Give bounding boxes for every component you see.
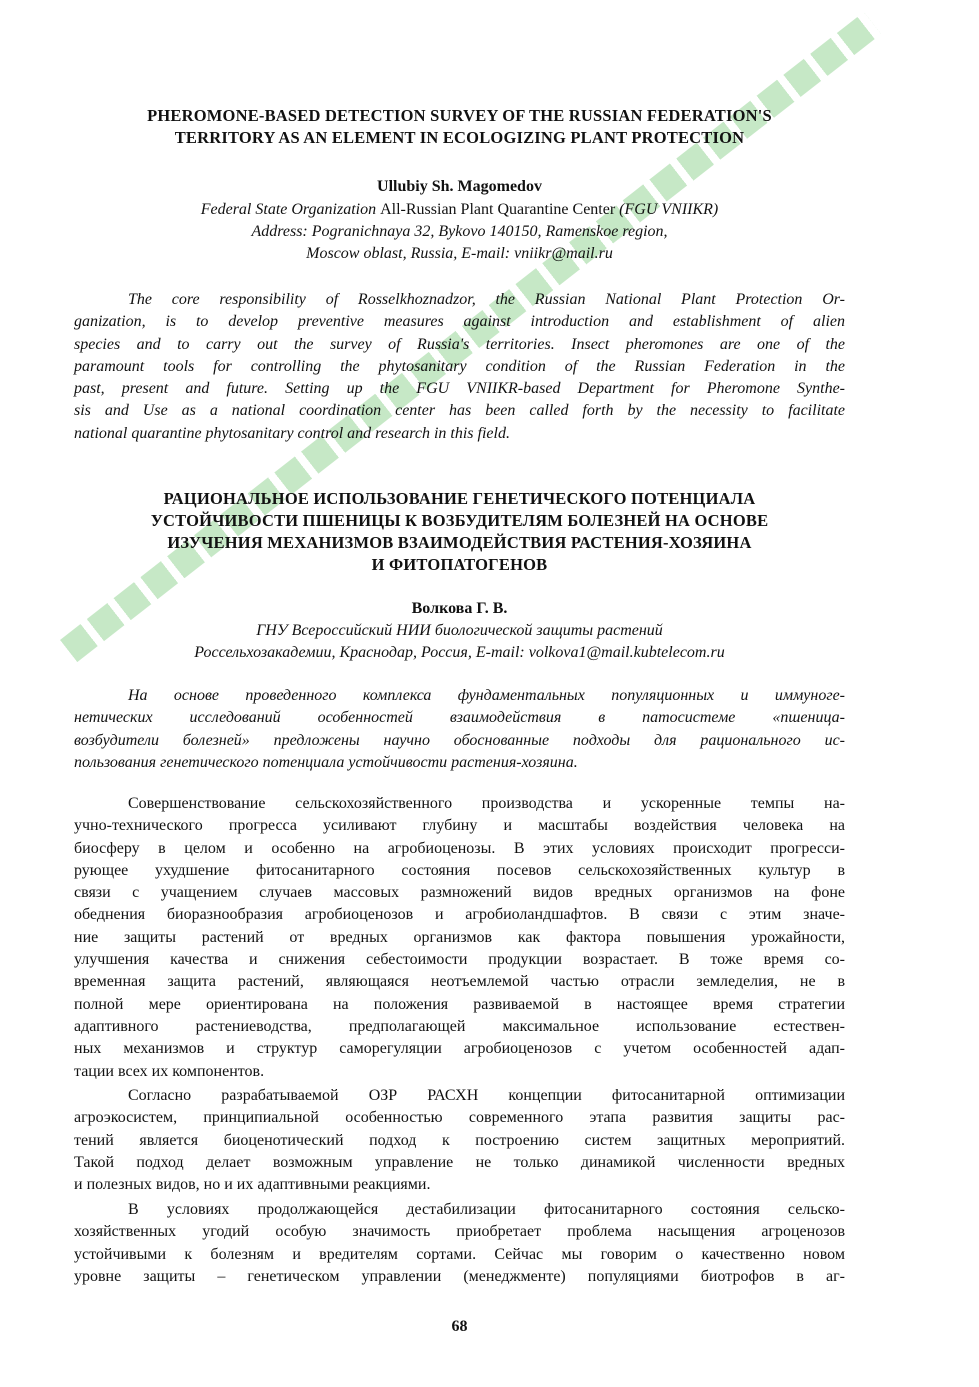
en-title-line: TERRITORY AS AN ELEMENT IN ECOLOGIZING PLANT PROTECTION xyxy=(174,128,745,147)
ru-affiliation-line: ГНУ Всероссийский НИИ биологической защиты растений xyxy=(256,622,663,639)
en-abstract-line: sis and Use as a national coordination center has been called forth by the necessity to facilitate xyxy=(74,402,845,420)
en-author: Ullubiy Sh. Magomedov xyxy=(377,178,542,195)
ru-abstract-line: возбудители болезней» предложены научно обоснованные подходы для рационального ис- xyxy=(74,731,845,749)
en-title xyxy=(74,105,845,149)
body-line: тений является биоценотический подход к построению систем защитных мероприятий. xyxy=(74,1131,845,1149)
body-line: рующее ухудшение фитосанитарного состояния посевов сельскохозяйственных культур в xyxy=(74,861,845,879)
body-line: тации всех их компонентов. xyxy=(74,1062,265,1080)
body-line: ных механизмов и структур саморегуляции агробиоценозов с учетом особенностей адап- xyxy=(74,1040,845,1058)
en-abstract-line: species and to carry out the survey of Russia's territories. Insect pheromones are one of the xyxy=(74,335,845,353)
en-abstract-line: ganization, is to develop preventive measures against introduction and establishment of alien xyxy=(74,313,845,331)
body-line: улучшения качества и снижения себестоимости продукции возрастает. В тоже время со- xyxy=(74,951,845,969)
en-abstract-line: The core responsibility of Rosselkhoznadzor, the Russian National Plant Protection Or- xyxy=(128,291,845,308)
body-line: учно-технического прогресса усиливают глубину и масштабы воздействия человека на xyxy=(74,817,845,835)
en-abstract-line: paramount tools for controlling the phytosanitary condition of the Russian Federation in the xyxy=(74,357,845,375)
en-aff-upright: All-Russian Plant Quarantine Center xyxy=(380,201,616,218)
body-line: биосферу в целом и особенно на агробиоценозы. В этих условиях происходит прогресси- xyxy=(74,839,845,857)
ru-title-line: И ФИТОПАТОГЕНОВ xyxy=(371,555,548,574)
body-line: ние защиты растений от вредных организмов как фактора повышения урожайности, xyxy=(74,928,845,946)
ru-body-paragraph xyxy=(74,1085,845,1196)
en-title-line: PHEROMONE-BASED DETECTION SURVEY OF THE RUSSIAN FEDERATION'S xyxy=(147,106,772,125)
body-line: связи с учащением случаев массовых размножений видов вредных организмов на фоне xyxy=(74,884,845,902)
ru-author: Волкова Г. В. xyxy=(411,600,508,617)
ru-affiliation-line: Россельхозакадемии, Краснодар, Россия, E-mail: volkova1@mail.kubtelecom.ru xyxy=(194,644,725,661)
body-line: обеднения биоразнообразия агробиоценозов и агробиоландшафтов. В связи с этим значе- xyxy=(74,906,845,924)
ru-body-paragraph xyxy=(74,793,845,1083)
en-abstract-line: past, present and future. Setting up the FGU VNIIKR-based Department for Pheromone Synthe- xyxy=(74,380,845,398)
body-line: адаптивного растениеводства, предполагающей максимальное использование естествен- xyxy=(74,1017,845,1035)
en-address-line: Address: Pogranichnaya 32, Bykovo 140150, Ramenskoe region, xyxy=(251,223,668,240)
ru-title xyxy=(74,488,845,576)
body-line: временная защита растений, являющаяся неотъемлемой частью отрасли земледелия, не в xyxy=(74,973,845,991)
body-line: Совершенствование сельскохозяйственного производства и ускоренные темпы на- xyxy=(128,795,845,812)
ru-abstract-line: На основе проведенного комплекса фундаментальных популяционных и иммуноге- xyxy=(128,687,845,704)
ru-abstract xyxy=(74,685,845,774)
body-line: и полезных видов, но и их адаптивными реакциями. xyxy=(74,1176,431,1194)
body-line: Такой подход делает возможным управление не только динамикой численности вредных xyxy=(74,1153,845,1171)
ru-abstract-line: пользования генетического потенциала устойчивости растения-хозяина. xyxy=(74,753,578,771)
body-line: В условиях продолжающейся дестабилизации фитосанитарного состояния сельско- xyxy=(128,1201,845,1218)
body-line: агроэкосистем, принципиальной особенностью современного этапа развития защиты рас- xyxy=(74,1109,845,1127)
body-line: устойчивыми к болезням и вредителям сортами. Сейчас мы говорим о качественно новом xyxy=(74,1245,845,1263)
ru-title-line: УСТОЙЧИВОСТИ ПШЕНИЦЫ К ВОЗБУДИТЕЛЯМ БОЛЕЗНЕЙ НА ОСНОВЕ xyxy=(150,511,769,530)
body-line: хозяйственных угодий особую значимость приобретает проблема насыщения агроценозов xyxy=(74,1223,845,1241)
en-aff-italic: Federal State Organization xyxy=(200,201,381,218)
en-aff-italic: (FGU VNIIKR) xyxy=(615,201,719,218)
body-line: Согласно разрабатываемой ОЗР РАСХН концепции фитосанитарной оптимизации xyxy=(128,1087,845,1104)
body-line: полной мере ориентирована на положения развиваемой в настоящее время стратегии xyxy=(74,995,845,1013)
en-affiliation-line xyxy=(74,201,845,219)
en-address-line: Moscow oblast, Russia, E-mail: vniikr@mail.ru xyxy=(306,245,613,262)
ru-abstract-line: нетических исследований особенностей взаимодействия в патосистеме «пшеница- xyxy=(74,709,845,727)
ru-title-line: ИЗУЧЕНИЯ МЕХАНИЗМОВ ВЗАИМОДЕЙСТВИЯ РАСТЕНИЯ-ХОЗЯИНА xyxy=(167,533,752,552)
ru-title-line: РАЦИОНАЛЬНОЕ ИСПОЛЬЗОВАНИЕ ГЕНЕТИЧЕСКОГО ПОТЕНЦИАЛА xyxy=(163,489,756,508)
page-number: 68 xyxy=(451,1318,468,1335)
en-abstract-line: national quarantine phytosanitary control and research in this field. xyxy=(74,424,510,442)
en-abstract xyxy=(74,289,845,445)
ru-body-paragraph xyxy=(74,1199,845,1288)
body-line: уровне защиты – генетическом управлении (менеджменте) популяциями биотрофов в аг- xyxy=(74,1267,845,1285)
